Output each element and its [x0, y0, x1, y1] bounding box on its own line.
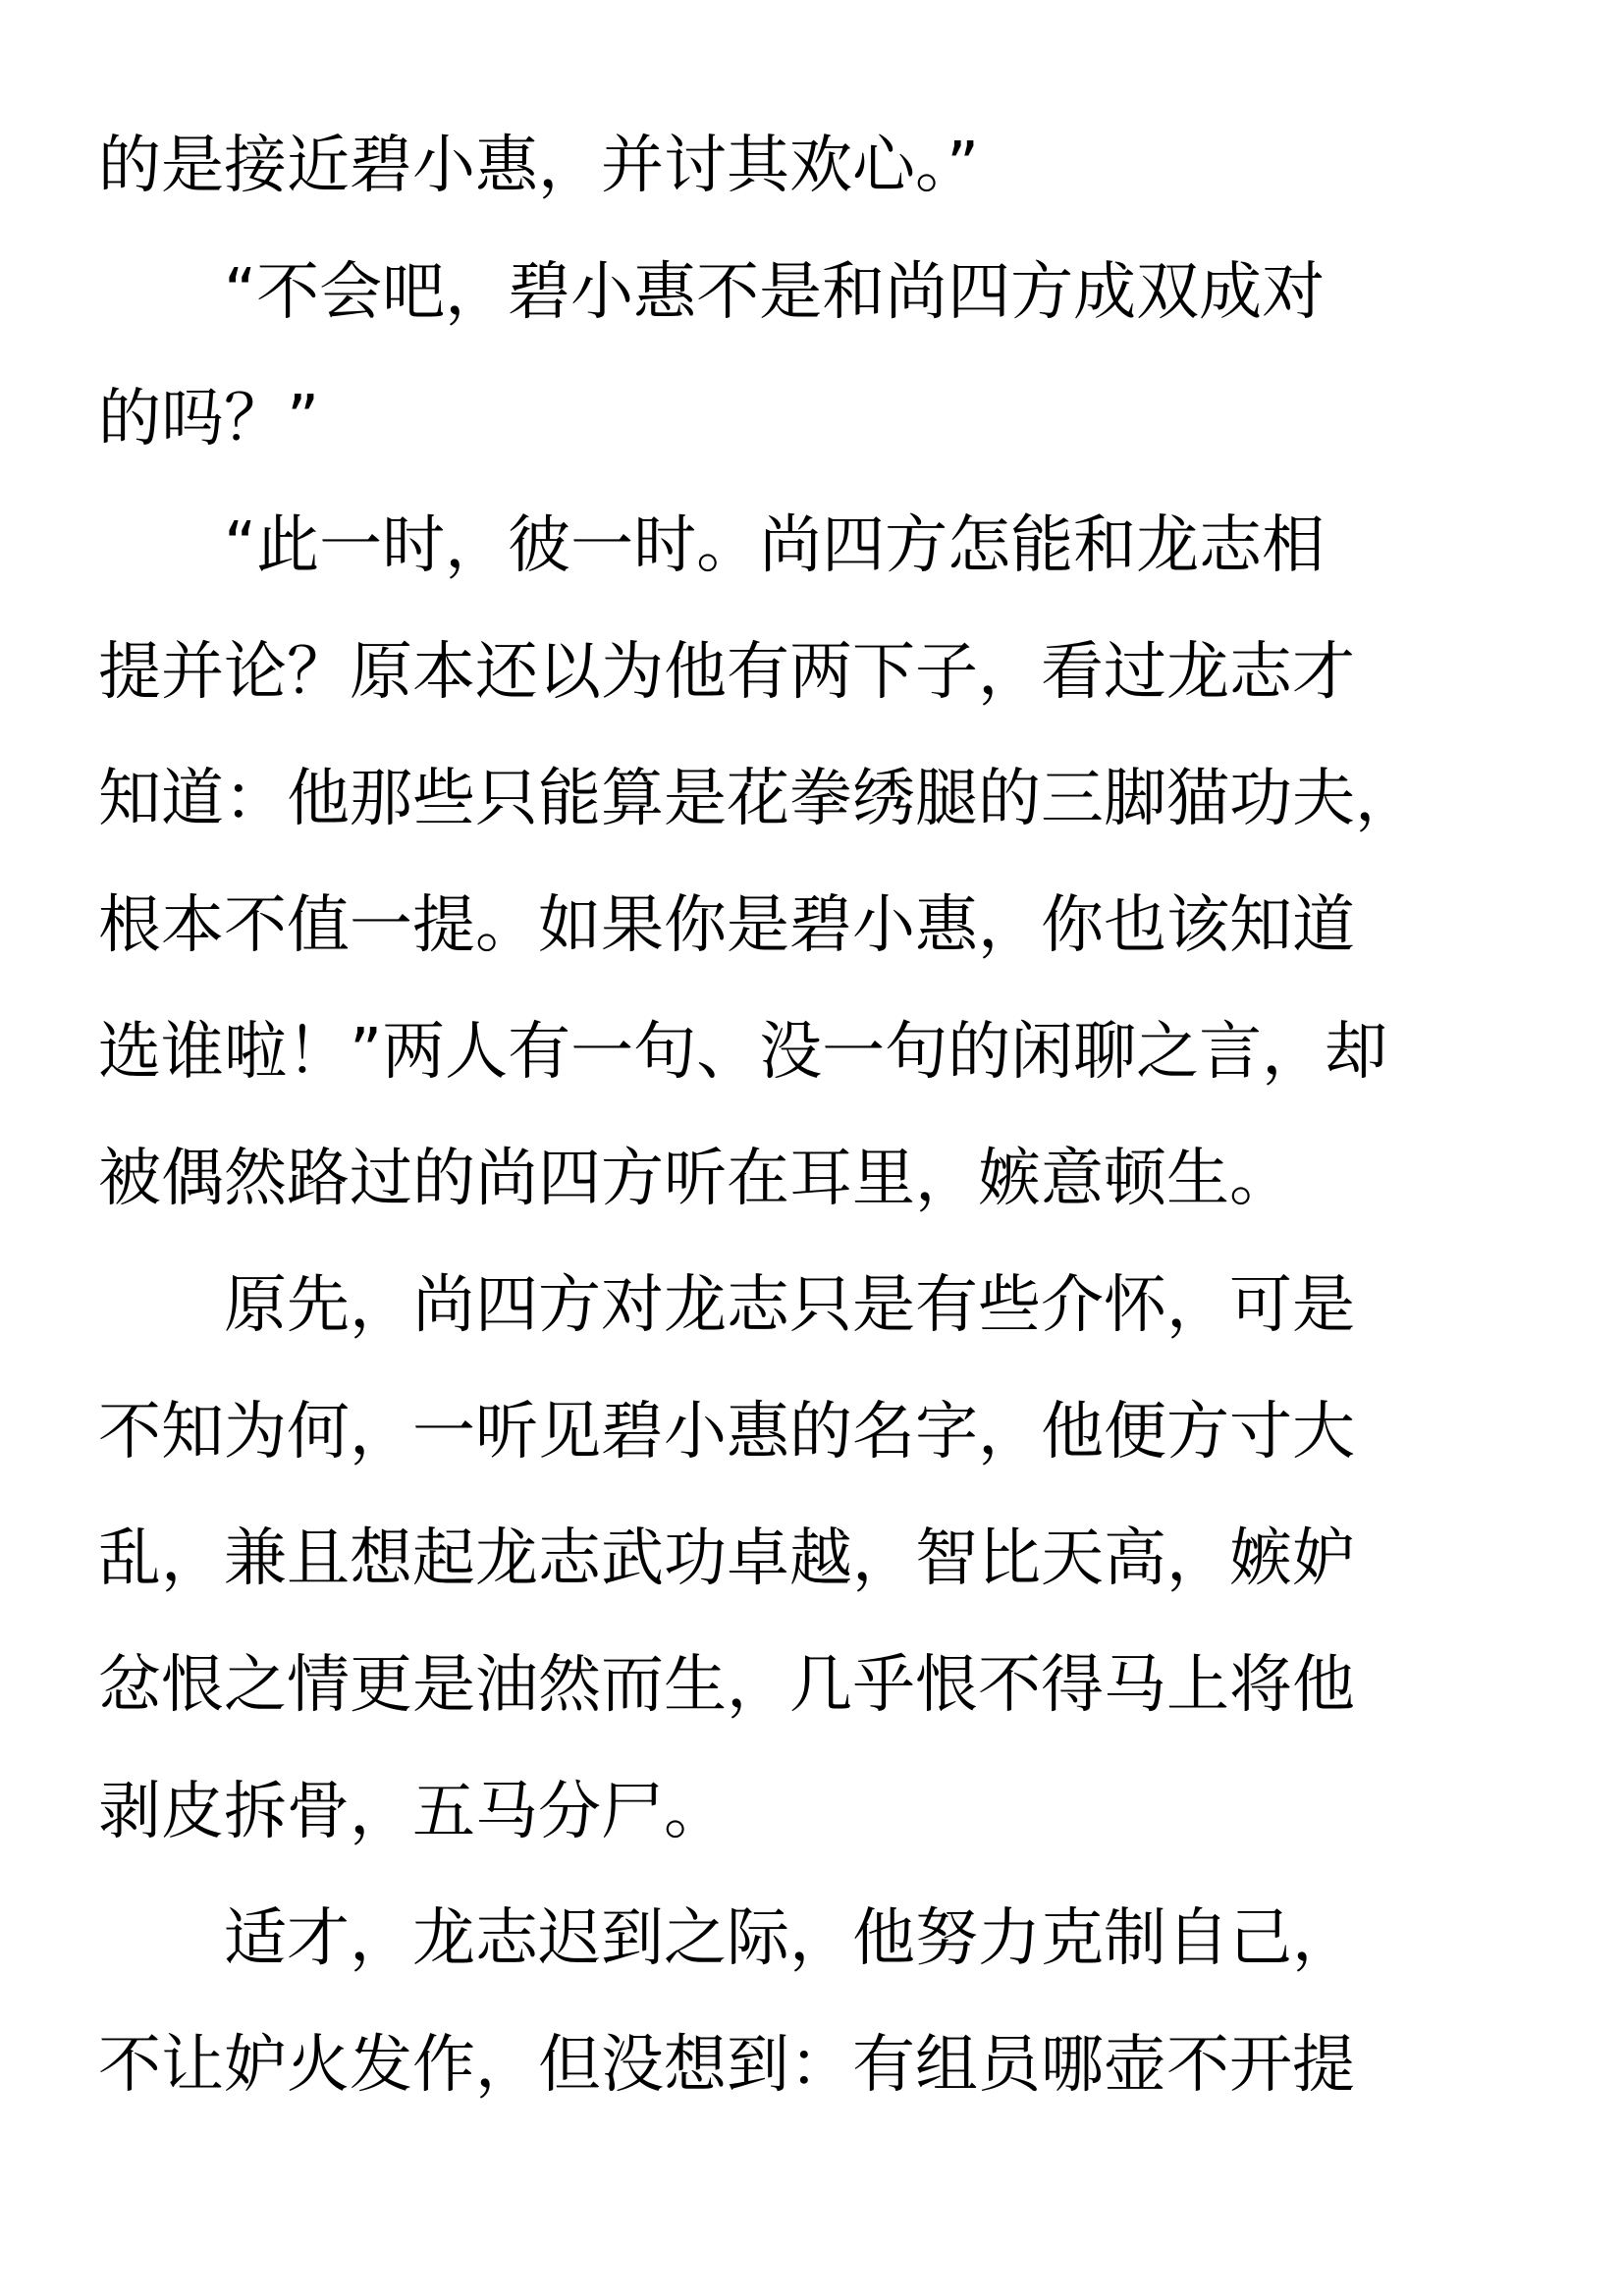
- text-line: 原先，尚四方对龙志只是有些介怀，可是: [224, 1269, 1355, 1342]
- text-line: 不让妒火发作，但没想到：有组员哪壶不开提: [98, 2029, 1355, 2102]
- text-line: 的是接近碧小惠，并讨其欢心。”: [98, 130, 980, 202]
- text-line: 选谁啦！”两人有一句、没一句的闲聊之言，却: [98, 1016, 1388, 1089]
- text-line: 不知为何，一听见碧小惠的名字，他便方寸大: [98, 1396, 1355, 1468]
- text-line: 被偶然路过的尚四方听在耳里，嫉意顿生。: [98, 1143, 1292, 1215]
- text-line: 剥皮拆骨，五马分尸。: [98, 1776, 727, 1848]
- text-line: “不会吧，碧小惠不是和尚四方成双成对: [224, 256, 1326, 329]
- text-line: 乱，兼且想起龙志武功卓越，智比天高，嫉妒: [98, 1522, 1355, 1595]
- text-line: 的吗？”: [98, 383, 320, 455]
- text-line: “此一时，彼一时。尚四方怎能和龙志相: [224, 509, 1326, 582]
- text-line: 根本不值一提。如果你是碧小惠，你也该知道: [98, 889, 1355, 962]
- text-line: 提并论？原本还以为他有两下子，看过龙志才: [98, 636, 1355, 709]
- text-line: 适才，龙志迟到之际，他努力克制自己，: [224, 1902, 1355, 1975]
- text-line: 知道：他那些只能算是花拳绣腿的三脚猫功夫，: [98, 763, 1418, 835]
- text-line: 忿恨之情更是油然而生，几乎恨不得马上将他: [98, 1649, 1355, 1722]
